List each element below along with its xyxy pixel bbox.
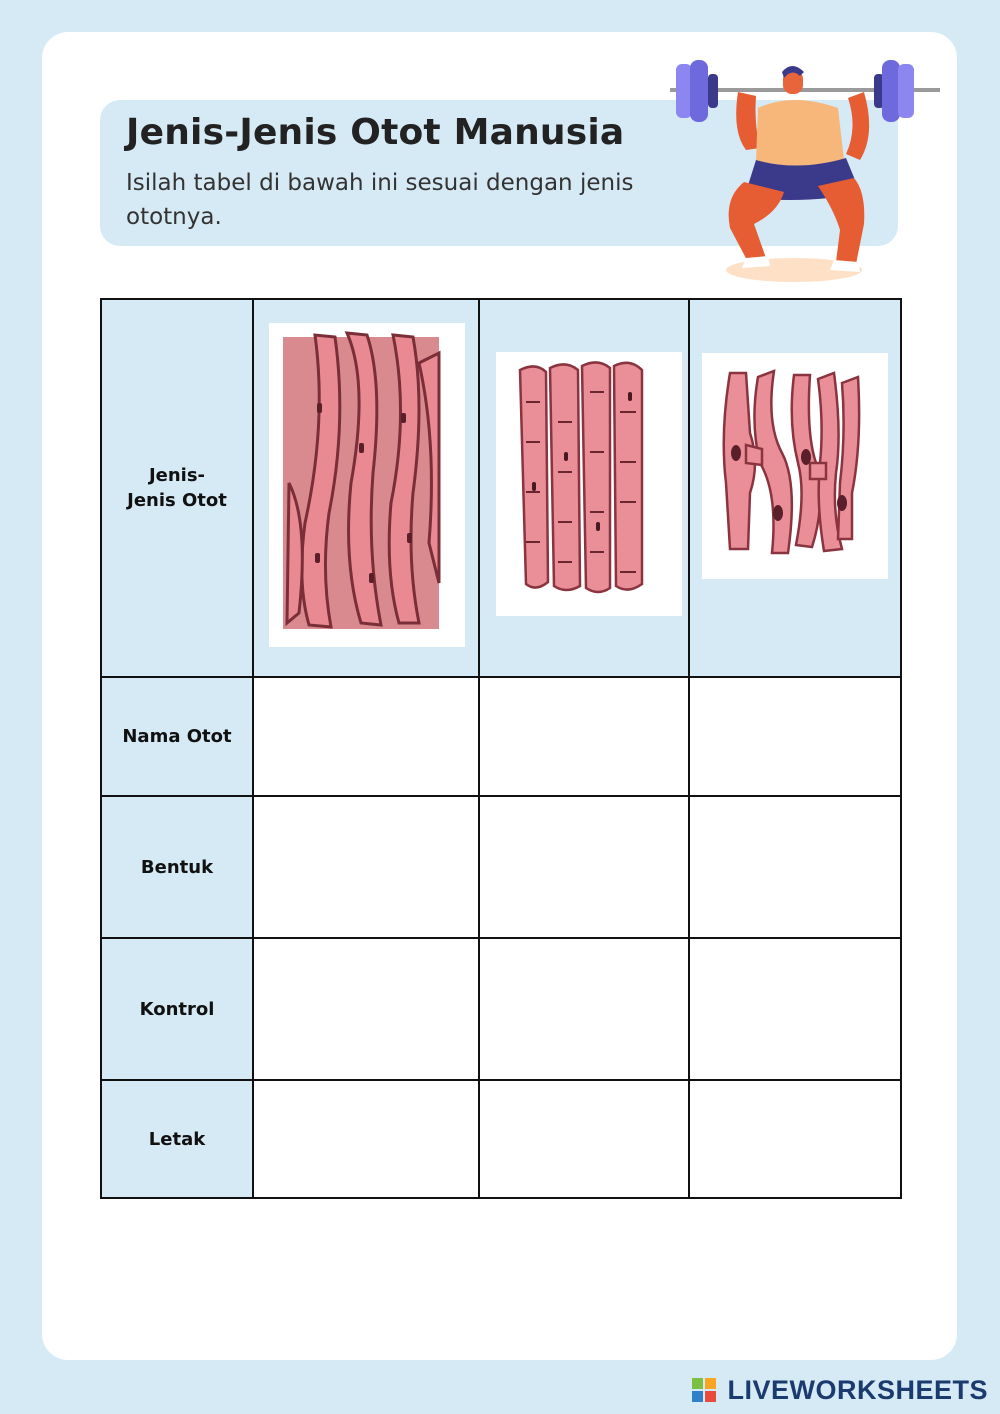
row-label-text: Jenis- Jenis Otot [127,465,227,511]
answer-cell[interactable] [253,1080,479,1198]
answer-cell[interactable] [689,677,901,796]
answer-cell[interactable] [689,1080,901,1198]
answer-cell[interactable] [689,796,901,938]
answer-cell[interactable] [253,796,479,938]
answer-cell[interactable] [479,938,689,1080]
liveworksheets-logo-icon [692,1378,716,1402]
cardiac-muscle-illustration [702,353,888,579]
row-label-letak: Letak [101,1080,253,1198]
table-row-nama-otot [101,677,901,796]
table-row-bentuk [101,796,901,938]
row-label-kontrol: Kontrol [101,938,253,1080]
smooth-muscle-cell [253,299,479,677]
table-row-kontrol [101,938,901,1080]
smooth-muscle-illustration [269,323,465,647]
skeletal-muscle-cell [479,299,689,677]
weightlifter-illustration [668,52,944,288]
row-label-jenis-otot [101,299,253,677]
table-row-letak [101,1080,901,1198]
page-subtitle: Isilah tabel di bawah ini sesuai dengan jenis ototnya. [126,170,634,230]
answer-cell[interactable] [479,677,689,796]
answer-cell[interactable] [479,1080,689,1198]
muscle-types-table [100,298,902,1199]
row-label-bentuk: Bentuk [101,796,253,938]
page-title: Jenis-Jenis Otot Manusia [126,112,625,153]
row-label-nama-otot: Nama Otot [101,677,253,796]
table-row-images [101,299,901,677]
answer-cell[interactable] [689,938,901,1080]
footer-brand[interactable]: LIVEWORKSHEETS [727,1375,988,1405]
answer-cell[interactable] [253,677,479,796]
cardiac-muscle-cell [689,299,901,677]
skeletal-muscle-illustration [496,352,682,616]
answer-cell[interactable] [253,938,479,1080]
answer-cell[interactable] [479,796,689,938]
